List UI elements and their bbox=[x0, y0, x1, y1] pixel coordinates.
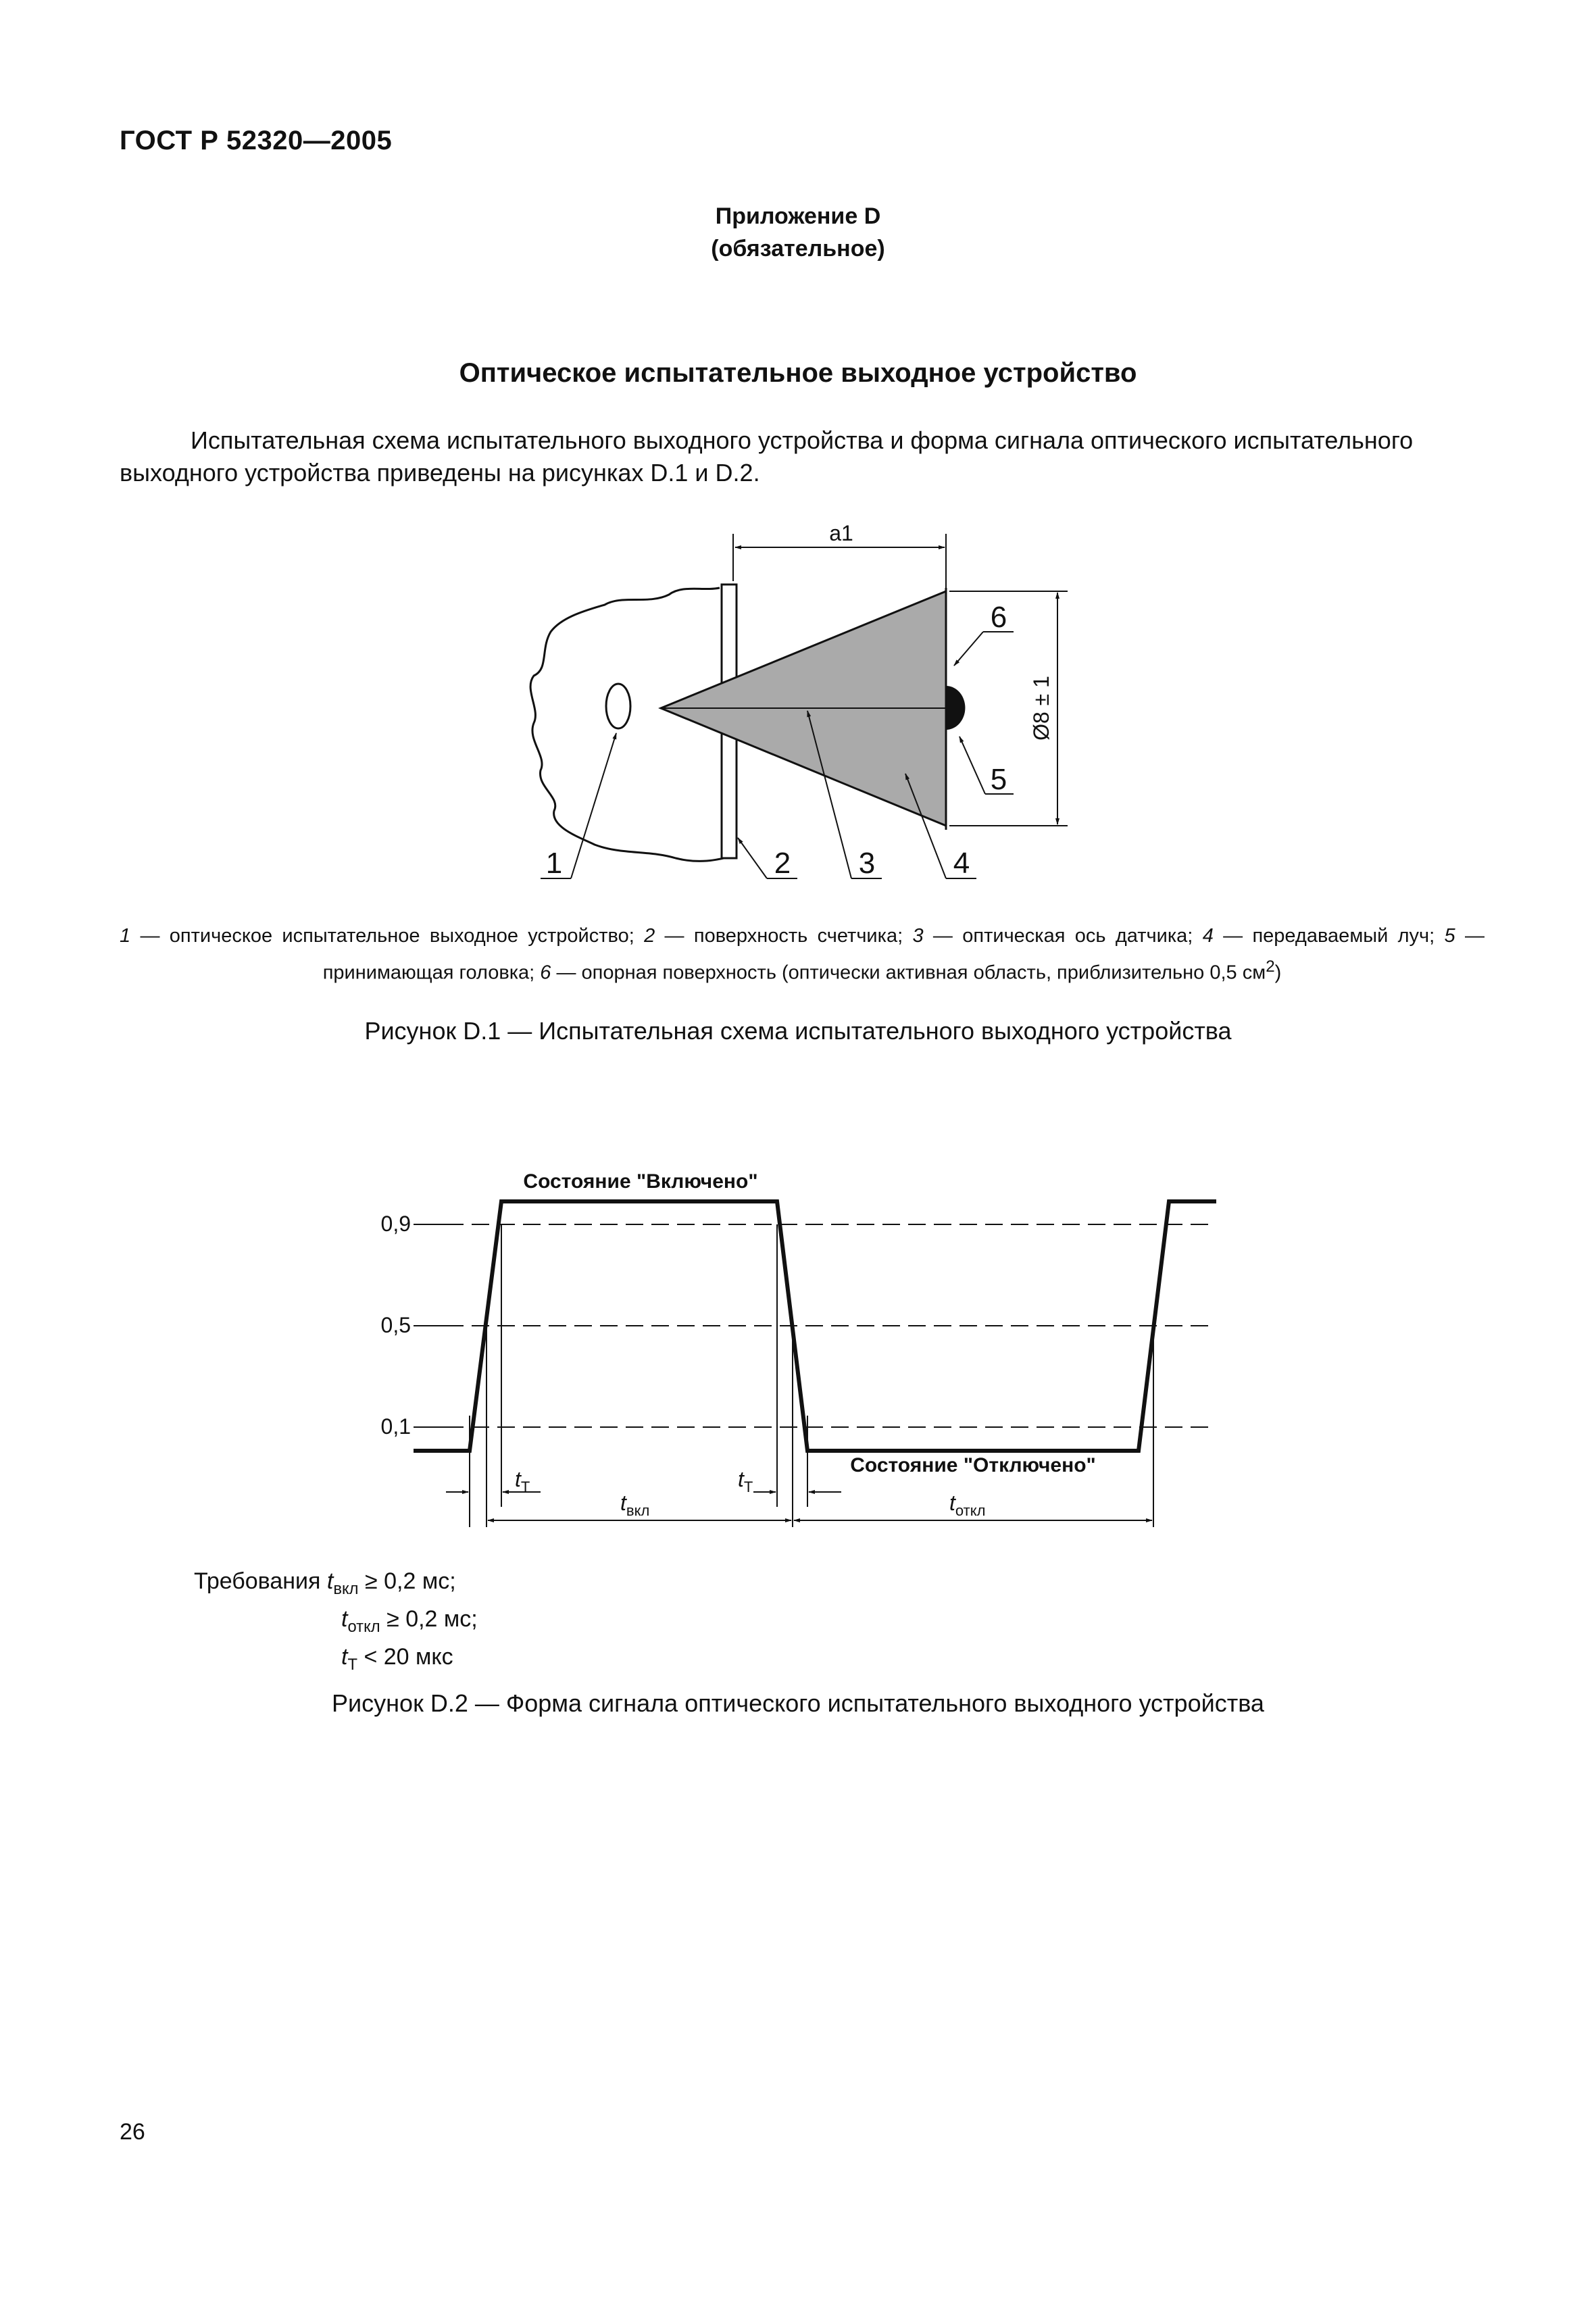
legend-text-1: — оптическое испытательное выходное устройство; bbox=[130, 925, 645, 947]
t-var: t bbox=[341, 1643, 348, 1670]
legend-text-3: — оптическая ось датчика; bbox=[923, 925, 1203, 947]
annex-label: Приложение D bbox=[715, 203, 881, 229]
requirement-1-text: ≥ 0,2 мс; bbox=[358, 1568, 456, 1594]
level-label-0-5: 0,5 bbox=[380, 1313, 411, 1337]
legend-text-6: — опорная поверхность (оптически активная область, приблизительно 0,5 см bbox=[551, 962, 1266, 984]
optical-test-output-device bbox=[606, 684, 630, 728]
receiving-head bbox=[946, 686, 965, 730]
figure-d2-waveform bbox=[0, 1149, 1596, 1554]
requirement-row-3 bbox=[194, 1642, 478, 1680]
figure-d1-caption: Рисунок D.1 — Испытательная схема испытательного выходного устройства bbox=[364, 1017, 1232, 1045]
requirement-2-text: ≥ 0,2 мс; bbox=[380, 1605, 478, 1632]
diameter-label: Ø8 ± 1 bbox=[1029, 676, 1053, 741]
figure-d1-legend bbox=[120, 921, 1485, 989]
callout-2: 2 bbox=[774, 847, 791, 880]
requirement-row-2 bbox=[194, 1604, 478, 1642]
section-title: Оптическое испытательное выходное устройство bbox=[459, 358, 1137, 388]
level-label-0-1: 0,1 bbox=[380, 1414, 411, 1439]
legend-text-4: — передаваемый луч; bbox=[1213, 925, 1445, 947]
t-var: t bbox=[341, 1605, 348, 1632]
legend-num-3: 3 bbox=[912, 925, 924, 947]
page-number: 26 bbox=[120, 2119, 145, 2145]
requirements-block bbox=[194, 1566, 478, 1679]
t-T-label-1: $t_T$ bbox=[515, 1467, 530, 1495]
callout-6: 6 bbox=[990, 601, 1007, 634]
callout-1: 1 bbox=[545, 847, 563, 880]
t-on-label: $t_{вкл}$ bbox=[620, 1491, 650, 1519]
document-header: ГОСТ Р 52320—2005 bbox=[120, 126, 393, 155]
state-off-label: Состояние "Отключено" bbox=[850, 1454, 1096, 1476]
legend-num-1: 1 bbox=[120, 925, 131, 947]
legend-num-5: 5 bbox=[1444, 925, 1455, 947]
t-off-label: $t_{откл}$ bbox=[949, 1491, 986, 1519]
state-on-label: Состояние "Включено" bbox=[523, 1170, 758, 1193]
legend-text-2: — поверхность счетчика; bbox=[655, 925, 913, 947]
requirement-3-text: < 20 мкс bbox=[357, 1643, 453, 1670]
legend-superscript: 2 bbox=[1266, 957, 1275, 976]
t-sub-T: T bbox=[347, 1655, 357, 1674]
intro-text: Испытательная схема испытательного выходного устройства и форма сигнала оптического испытательного выходного устройства приведены на рисунках D.1 и D.2. bbox=[120, 426, 1414, 487]
requirements-label: Требования bbox=[194, 1568, 321, 1594]
legend-text-5: — принимающая головка; bbox=[322, 925, 1485, 984]
legend-end: ) bbox=[1274, 962, 1282, 984]
annex-status: (обязательное) bbox=[711, 236, 885, 262]
figure-d2-caption: Рисунок D.2 — Форма сигнала оптического испытательного выходного устройства bbox=[332, 1689, 1264, 1717]
callout-4: 4 bbox=[953, 847, 970, 880]
t-sub-off: откл bbox=[347, 1617, 380, 1636]
requirement-row-1 bbox=[194, 1566, 478, 1604]
legend-num-2: 2 bbox=[644, 925, 655, 947]
t-var: t bbox=[326, 1568, 334, 1594]
legend-num-6: 6 bbox=[540, 962, 551, 984]
t-T-label-2: $t_T$ bbox=[738, 1467, 753, 1495]
callout-3: 3 bbox=[858, 847, 876, 880]
figure-d1-diagram bbox=[0, 0, 1596, 919]
t-sub-on: вкл bbox=[333, 1579, 359, 1598]
a1-label: a1 bbox=[829, 521, 853, 545]
callout-5: 5 bbox=[990, 763, 1007, 796]
legend-num-4: 4 bbox=[1202, 925, 1214, 947]
level-label-0-9: 0,9 bbox=[380, 1212, 411, 1236]
